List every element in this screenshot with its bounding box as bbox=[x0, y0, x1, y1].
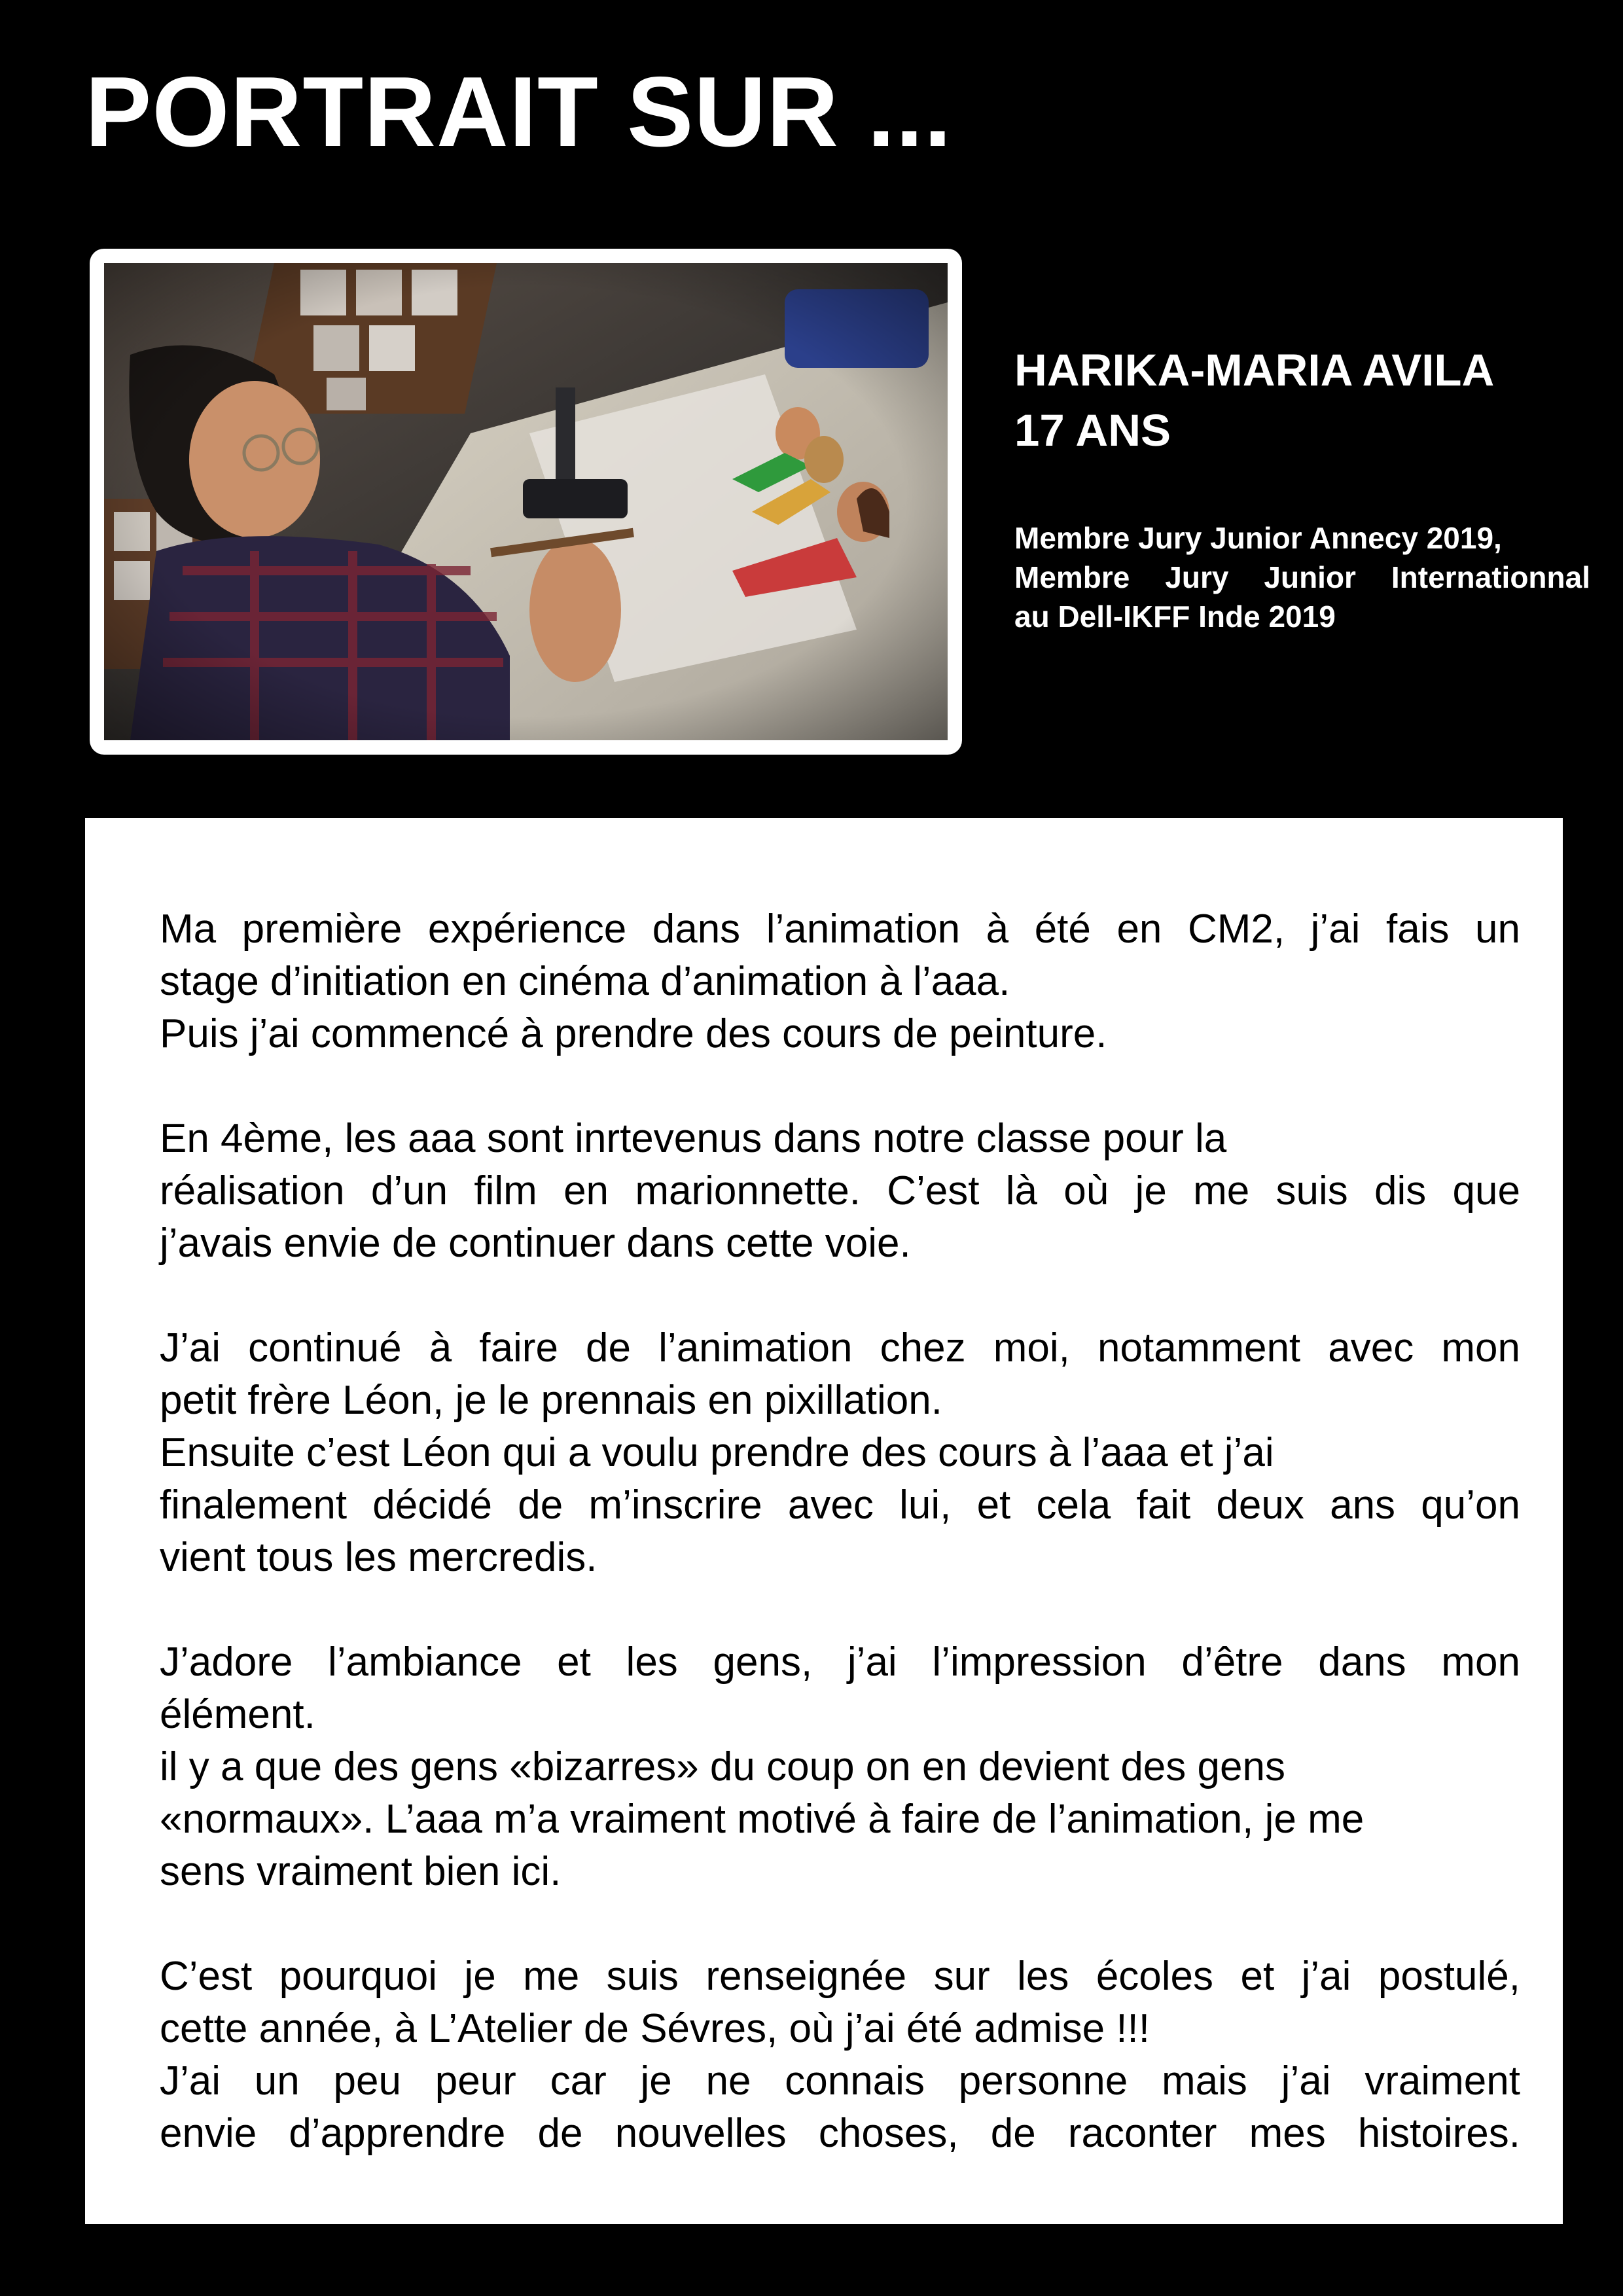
story-line: petit frère Léon, je le prennais en pixillation. bbox=[160, 1378, 942, 1423]
story-line: J’adore l’ambiance et les gens, j’ai l’impression d’être dans mon bbox=[160, 1640, 1520, 1685]
story-line: j’avais envie de continuer dans cette voie. bbox=[160, 1221, 911, 1266]
credit-line: Membre Jury Junior Internationnal bbox=[1014, 560, 1590, 594]
profile-name: HARIKA-MARIA AVILA bbox=[1014, 345, 1495, 395]
profile-block bbox=[1014, 340, 1590, 636]
story-line: élément. bbox=[160, 1692, 315, 1737]
story-line: Puis j’ai commencé à prendre des cours de peinture. bbox=[160, 1011, 1107, 1056]
story-line: Ensuite c’est Léon qui a voulu prendre des cours à l’aaa et j’ai bbox=[160, 1430, 1274, 1475]
story-paragraph bbox=[160, 1636, 1520, 1898]
portrait-photo-frame bbox=[90, 249, 962, 755]
story-line: envie d’apprendre de nouvelles choses, de raconter mes histoires. bbox=[160, 2111, 1520, 2156]
story-line: il y a que des gens «bizarres» du coup on en devient des gens bbox=[160, 1744, 1285, 1789]
credit-line: Membre Jury Junior Annecy 2019, bbox=[1014, 521, 1502, 555]
story-line: En 4ème, les aaa sont inrtevenus dans notre classe pour la bbox=[160, 1116, 1227, 1161]
page-title: PORTRAIT SUR ... bbox=[85, 56, 952, 168]
story-line: cette année, à L’Atelier de Sévres, où j’ai été admise !!! bbox=[160, 2006, 1150, 2051]
story-line: Ma première expérience dans l’animation à été en CM2, j’ai fais un bbox=[160, 906, 1520, 952]
story-line: «normaux». L’aaa m’a vraiment motivé à faire de l’animation, je me bbox=[160, 1797, 1364, 1842]
story-paragraph bbox=[160, 1322, 1520, 1584]
story-line: réalisation d’un film en marionnette. C’est là où je me suis dis que bbox=[160, 1168, 1520, 1213]
profile-age: 17 ANS bbox=[1014, 405, 1171, 456]
story-paragraph bbox=[160, 903, 1520, 1060]
story-line: finalement décidé de m’inscrire avec lui, et cela fait deux ans qu’on bbox=[160, 1482, 1520, 1528]
story-line: stage d’initiation en cinéma d’animation à l’aaa. bbox=[160, 959, 1010, 1004]
portrait-photo bbox=[104, 263, 948, 740]
story-paragraph bbox=[160, 1113, 1520, 1270]
story-paragraph bbox=[160, 1950, 1520, 2160]
story-line: J’ai continué à faire de l’animation chez moi, notamment avec mon bbox=[160, 1325, 1520, 1371]
story-panel bbox=[85, 818, 1563, 2224]
story-line: sens vraiment bien ici. bbox=[160, 1849, 562, 1894]
profile-credits bbox=[1014, 518, 1590, 636]
story-line: vient tous les mercredis. bbox=[160, 1535, 597, 1580]
credit-line: au Dell-IKFF Inde 2019 bbox=[1014, 600, 1336, 634]
story-line: J’ai un peu peur car je ne connais personne mais j’ai vraiment bbox=[160, 2058, 1520, 2104]
story-line: C’est pourquoi je me suis renseignée sur les écoles et j’ai postulé, bbox=[160, 1954, 1520, 1999]
